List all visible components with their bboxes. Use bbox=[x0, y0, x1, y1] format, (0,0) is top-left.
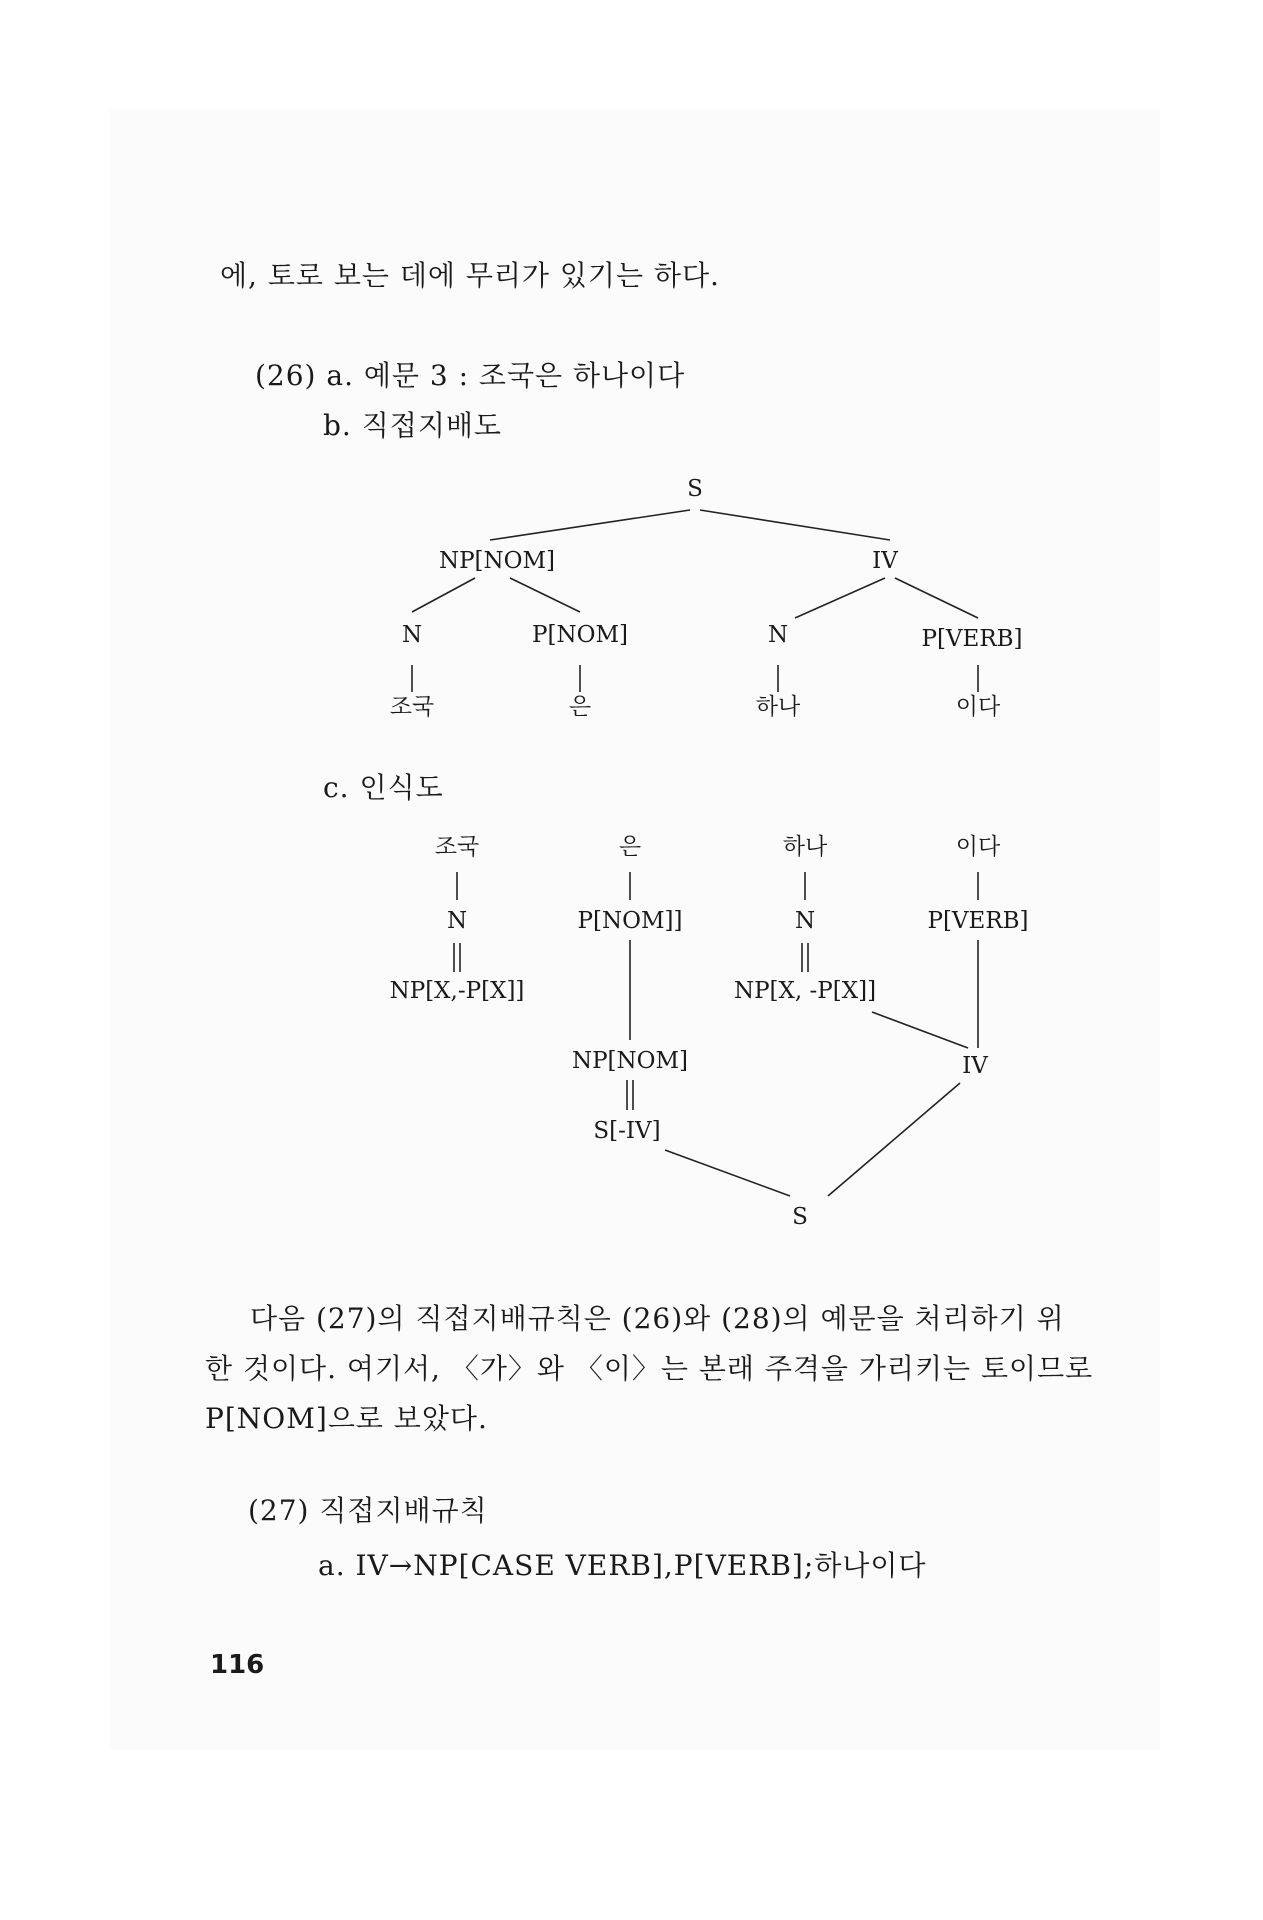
tree-b-node-p-nom: P[NOM] bbox=[532, 622, 628, 648]
example-26-label: (26) a. 예문 3 : 조국은 하나이다 bbox=[255, 359, 686, 392]
tree-c-node-np-nom: NP[NOM] bbox=[571, 1048, 689, 1074]
tree-b-word-4: 이다 bbox=[955, 694, 1001, 720]
paragraph-mid-line-3: P[NOM]으로 보았다. bbox=[205, 1402, 488, 1435]
tree-c-node-s: S bbox=[792, 1204, 808, 1230]
tree-c-node-npx-1: NP[X,-P[X]] bbox=[389, 978, 525, 1004]
tree-b-node-s: S bbox=[687, 476, 703, 502]
example-27-label: (27) 직접지배규칙 bbox=[248, 1494, 488, 1527]
tree-c-word-2: 은 bbox=[618, 834, 642, 860]
paragraph-mid-line-1: 다음 (27)의 직접지배규칙은 (26)와 (28)의 예문을 처리하기 위 bbox=[250, 1302, 1065, 1335]
tree-c-node-p-nom: P[NOM]] bbox=[577, 908, 683, 934]
tree-c-word-4: 이다 bbox=[955, 834, 1001, 860]
example-27a-rule: a. IV→NP[CASE VERB],P[VERB];하나이다 bbox=[318, 1549, 927, 1582]
tree-c-node-p-verb: P[VERB] bbox=[927, 908, 1029, 934]
example-26c-label: c. 인식도 bbox=[323, 771, 444, 804]
tree-c-node-iv: IV bbox=[962, 1053, 988, 1079]
tree-b-node-n2: N bbox=[767, 622, 789, 648]
example-26b-label: b. 직접지배도 bbox=[323, 409, 502, 442]
tree-b-node-iv: IV bbox=[872, 548, 898, 574]
tree-b-word-3: 하나 bbox=[755, 694, 801, 720]
paragraph-top: 에, 토로 보는 데에 무리가 있기는 하다. bbox=[220, 259, 720, 292]
tree-c-word-3: 하나 bbox=[782, 834, 828, 860]
tree-b-node-n1: N bbox=[401, 622, 423, 648]
page-number: 116 bbox=[210, 1650, 265, 1680]
tree-c-node-npx-2: NP[X, -P[X]] bbox=[733, 978, 877, 1004]
paragraph-mid-line-2: 한 것이다. 여기서, 〈가〉와 〈이〉는 본래 주격을 가리키는 토이므로 bbox=[205, 1352, 1094, 1385]
tree-b-node-p-verb: P[VERB] bbox=[921, 626, 1023, 652]
tree-b-node-np-nom: NP[NOM] bbox=[438, 548, 556, 574]
tree-c-word-1: 조국 bbox=[434, 834, 480, 860]
tree-c-node-s-iv: S[-IV] bbox=[593, 1118, 661, 1144]
tree-b-word-1: 조국 bbox=[389, 694, 435, 720]
tree-b-word-2: 은 bbox=[568, 694, 592, 720]
tree-c-node-n2: N bbox=[794, 908, 816, 934]
tree-c-node-n1: N bbox=[446, 908, 468, 934]
